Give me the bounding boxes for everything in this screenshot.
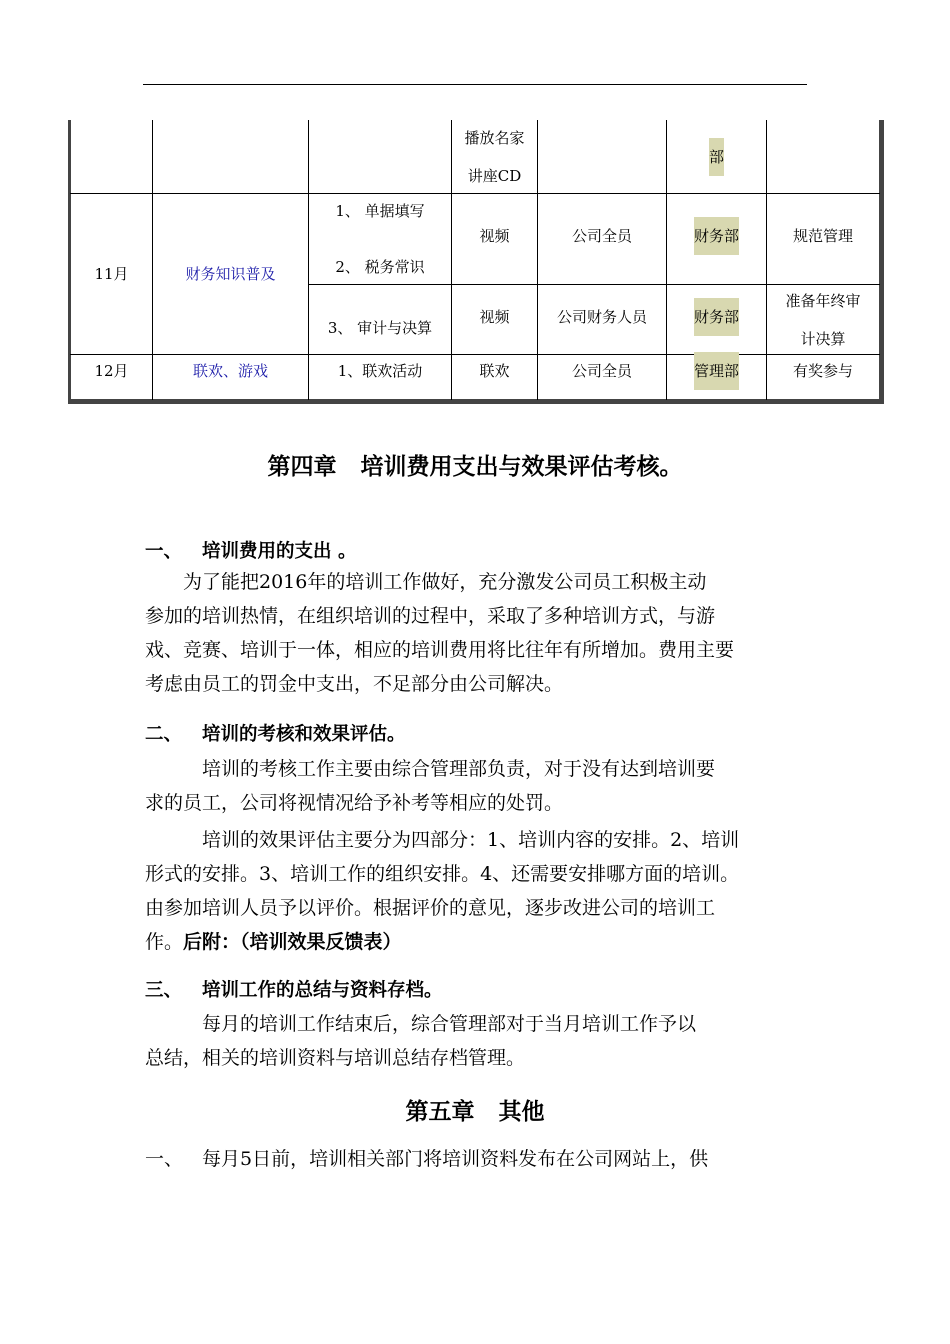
cell-method: 视频 <box>479 227 510 245</box>
cell-month: 12月 <box>94 362 129 380</box>
cell-dept: 管理部 <box>667 355 766 387</box>
cell-note: 准备年终审 计决算 <box>785 291 861 348</box>
cell-note: 规范管理 <box>792 227 853 245</box>
cell-dept: 部 <box>667 120 766 193</box>
table-border-bottom <box>68 399 884 404</box>
cell-target: 公司财务人员 <box>556 308 647 326</box>
cell-target: 公司全员 <box>571 362 632 380</box>
cell-method: 播放名家 讲座CD <box>464 128 525 185</box>
cell-content: 1、 单据填写 2、 税务常识 <box>335 202 425 276</box>
cell-content: 1、联欢活动 <box>337 362 423 380</box>
cell-dept: 财务部 <box>667 285 766 349</box>
cell-content: 3、 审计与决算 <box>327 318 433 337</box>
cell-method: 联欢 <box>479 362 510 380</box>
paragraph: 为了能把2016年的培训工作做好，充分激发公司员工积极主动 参加的培训热情，在组织培训的过程中，采取了多种培训方式，与游 戏、竞赛、培训于一体，相应的培训费用将比往年有所增加。费用主要 考虑由员工的罚金中支出，不足部分由公司解决。 <box>145 571 735 695</box>
cell-topic: 财务知识普及 <box>185 265 276 283</box>
header-rule <box>143 84 807 85</box>
cell-note: 有奖参与 <box>792 362 853 380</box>
cell-topic: 联欢、游戏 <box>192 362 268 380</box>
section-heading: 一、 培训费用的支出 。 <box>145 541 357 562</box>
chapter-5-title: 第五章 其他 <box>405 1099 545 1125</box>
table-border-right <box>879 120 884 404</box>
cell-method: 视频 <box>479 308 510 326</box>
paragraph: 每月的培训工作结束后，综合管理部对于当月培训工作予以 总结，相关的培训资料与培训总结存档管理。 <box>145 1013 697 1069</box>
paragraph: 培训的考核工作主要由综合管理部负责，对于没有达到培训要 求的员工，公司将视情况给予补考等相应的处罚。 <box>145 758 716 814</box>
cell-dept: 财务部 <box>667 194 766 278</box>
cell-target: 公司全员 <box>571 227 632 245</box>
section-heading: 三、 培训工作的总结与资料存档。 <box>145 980 443 1001</box>
paragraph: 一、 每月5日前，培训相关部门将培训资料发布在公司网站上，供 <box>145 1148 709 1170</box>
chapter-4-title: 第四章 培训费用支出与效果评估考核。 <box>267 454 683 480</box>
cell-month: 11月 <box>94 265 129 283</box>
paragraph: 培训的效果评估主要分为四部分：1、培训内容的安排。2、培训 形式的安排。3、培训工作的组织安排。4、还需要安排哪方面的培训。 由参加培训人员予以评价。根据评价的意见，逐步改进公司的培训工 作。后附：（培训效果反馈表） <box>145 829 740 953</box>
section-heading: 二、 培训的考核和效果评估。 <box>145 724 406 745</box>
